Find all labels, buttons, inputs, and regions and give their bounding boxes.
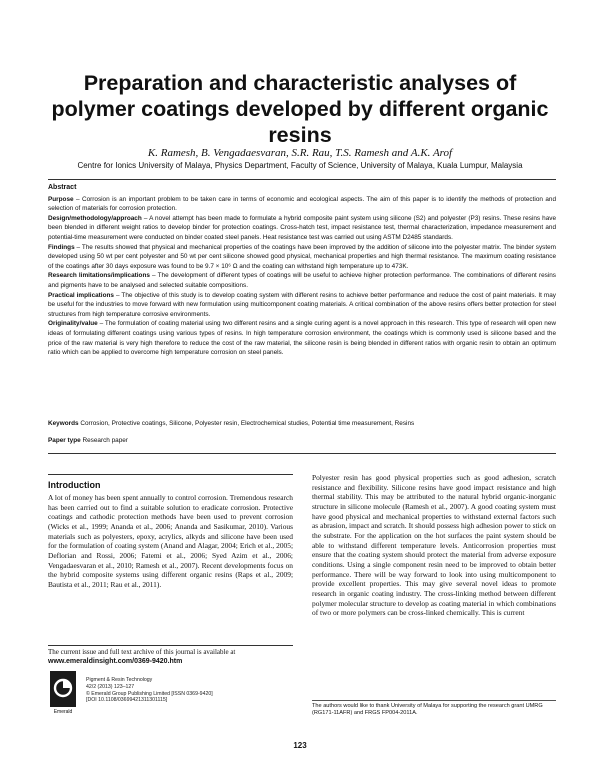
paper-type: Paper type Research paper [48,437,128,444]
abstract-bottom-rule [48,453,556,454]
abstract-heading: Abstract [48,184,77,191]
authors: K. Ramesh, B. Vengadaesvaran, S.R. Rau, T.S. Ramesh and A.K. Arof [147,147,453,159]
journal-issue: 42/2 (2013) 123–127 [86,683,135,690]
top-rule [48,179,556,180]
intro-heading: Introduction [48,480,101,490]
affiliation: Centre for Ionics University of Malaya, Physics Department, Faculty of Science, University of Malaya, Kuala Lumpur, Malaysia [77,161,523,170]
funding-note: The authors would like to thank University of Malaya for supporting the research grant UMRG (RG171-11AFR) and FRGS FP004-2011A. [312,703,543,717]
intro-right-paragraph: Polyester resin has good physical properties such as good adhesion, scratch resistance and flexibility. Silicone resins have good impact resistance and high thermal stability. This may be attributed to the natural hybrid organic-inorganic structure in silicone molecule (Ramesh et al., 2007). A good coating system must have good physical and mechanical properties to withstand external factors such as abrasion, impact and scratch. It should possess high adhesion power to stick on the substrate. For the application on the hot surfaces the paint system should be able to withstand different temperature levels. Anticorrosion properties must ensure that the coating system should protect the material from adverse exposure conditions. Using a single component resin need to be improved to obtain better performance. There will be way forward to look into using multicomponent to provide excellent properties. This may give several novel ideas to promote research in organic coating industry. The cross-linking method between different polymer molecular structure to develop as coating material in which combinations of two or more polymers can be cross-linked chemically. This is current [312,473,556,618]
funding-rule [312,700,556,701]
abstract [48,183,556,358]
journal-name: Pigment & Resin Technology [86,677,153,683]
intro-right-column [312,473,556,618]
fulltext-url[interactable]: www.emeraldinsight.com/0369-9420.htm [48,658,183,666]
fulltext-note [48,648,293,667]
abstract-design: Design/methodology/approach – A novel attempt has been made to formulate a hybrid composite paint system using silicone (S2) and polyester (P3) resins. These resins have been blended in different weight ratios to develop binder for protection coatings. Cross-hatch test, impact resistance test, thermal characterization, impedance measurement and potential-time measurement were conducted on binder coated steel panels. Heat resistance test was carried out using ASTM D2485 standards. [48,214,556,241]
abstract-findings: Findings – The results showed that physical and mechanical properties of the coatings have been improved by the addition of silicone into the polyester matrix. The binder system developed using 50 wt per cent polyester and 50 wt per cent silicone showed good physical, mechanical properties and high thermal resistance. The maximum coating resistance of the coatings after 30 days exposure was found to be 9.7 × 10⁶ Ω and the coating can withstand high temperature up to 473K. [48,243,557,270]
emerald-logo-icon [50,671,76,715]
abstract-originality: Originality/value – The formulation of coating material using two different resins and a single curing agent is a novel approach in this research. This type of research will open new ideas of formulating different coatings using various types of resins. In high temperature corrosion environment, the coatings which is commonly used is silicone based and the price of the raw material is very high therefore to reduce the cost of the raw material, the silicone resin is being blended in different ratios with organic resin to obtain an optimum ratio which can be applied to overcome high temperature corrosion on steel panels. [48,320,556,357]
page-number: 123 [293,741,307,750]
intro-left-paragraph: A lot of money has been spent annually to control corrosion. Tremendous research has been carried out to find a suitable solution to eradicate corrosion. Protective coatings and cathodic protection methods have been used to prevent corrosion (Wicks et al., 1999; Ananda et al., 2006; Ananda and Sasikumar, 2010). Various materials such as polyesters, epoxy, acrylics, alkyds and silicone have been used for the formulation of coating system (Anand and Alagar, 2004; Erich et al., 2005; Deflorian and Rossi, 2006; Fatemi et al., 2006; Syed Azim et al., 2006; Vengadaesvaran et al., 2010; Ramesh et al., 2007). Recent developments focus on the hybrid composite systems using different organic resins (Raps et al., 2009; Bautista et al., 2011; Rau et al., 2011). [48,493,293,589]
journal-info [86,677,291,704]
journal-doi: [DOI 10.1108/03699421311301115] [86,697,168,704]
journal-copyright: © Emerald Group Publishing Limited [ISSN 0369-9420] [86,690,213,697]
abstract-practical: Practical implications – The objective of this study is to develop coating system with different resins to achieve better performance and reduce the cost of paint materials. It may be useful for the industries to move forward with new formulation using multicomponent coating materials. A critical combination of the above resins offers better protection for steel structures from high temperature corrosive environments. [48,291,556,318]
article-title: Preparation and characteristic analyses of polymer coatings developed by different organic resins [51,71,549,147]
footnote-rule [48,645,293,646]
fulltext-line: The current issue and full text archive of this journal is available at [48,648,236,656]
abstract-limitations: Research limitations/implications – The development of different types of coatings will be useful to achieve higher protection performance. The combinations of different resins and pigments have to be analysed and selected suitable compositions. [48,272,556,289]
abstract-purpose: Purpose – Corrosion is an important problem to be taken care in terms of economic and ecological aspects. The aim of this paper is to identify the methods of protection and selection of materials for corrosion protection. [48,195,556,213]
logo-wordmark: Emerald [53,709,73,715]
keywords: Keywords Corrosion, Protective coatings, Silicone, Polyester resin, Electrochemical studies, Potential time measurement, Resins [48,420,415,427]
intro-rule [48,474,293,475]
intro-left-column [48,493,293,590]
